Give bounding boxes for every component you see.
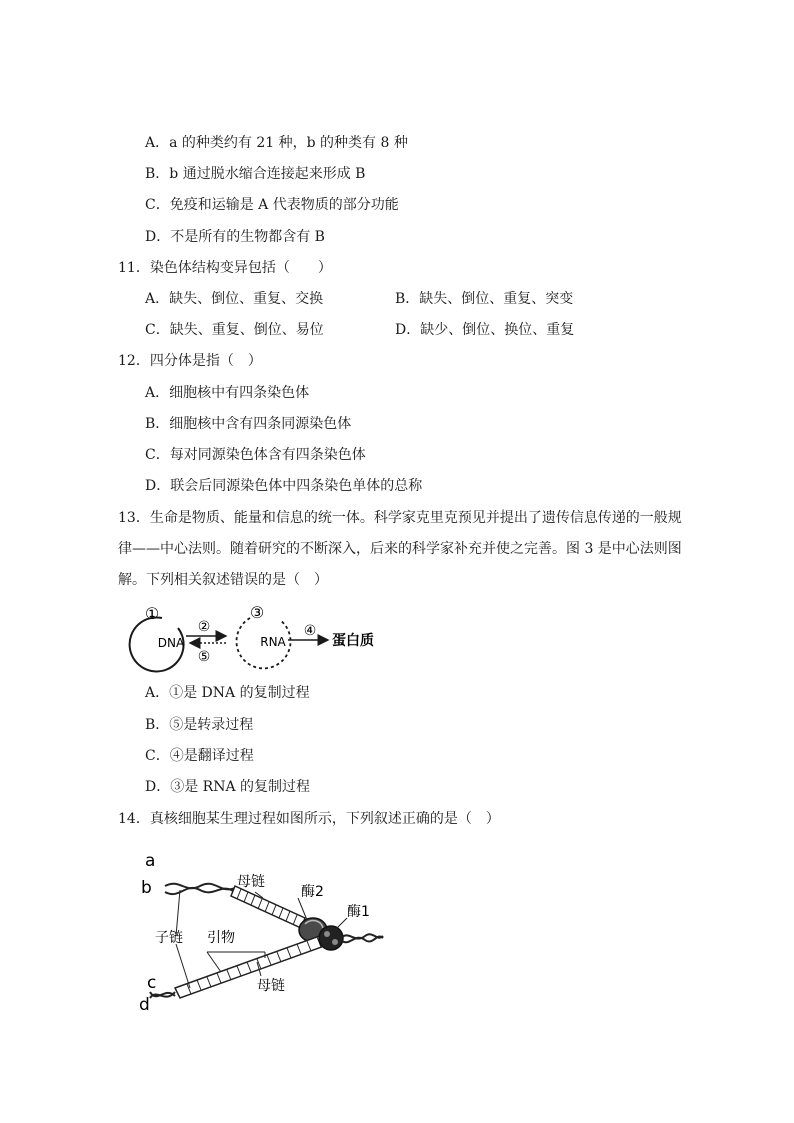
protein-label: 蛋白质 bbox=[332, 633, 374, 649]
q13-option-c: C．④是翻译过程 bbox=[145, 748, 254, 764]
enzyme1-shape bbox=[319, 926, 343, 950]
q13-stem-line-2: 律——中心法则。随着研究的不断深入，后来的科学家补充并使之完善。图 3 是中心法则图 bbox=[118, 541, 682, 557]
q12-option-d: D．联会后同源染色体中四条染色单体的总称 bbox=[145, 478, 423, 494]
q12-option-c: C．每对同源染色体含有四条染色体 bbox=[145, 447, 366, 463]
q13-option-d: D．③是 RNA 的复制过程 bbox=[145, 779, 311, 795]
q11-option-d: D．缺少、倒位、换位、重复 bbox=[395, 322, 575, 338]
q12-option-a: A．细胞核中有四条染色体 bbox=[145, 385, 310, 401]
label-a: a bbox=[145, 851, 156, 871]
q13-stem-line-1: 13．生命是物质、能量和信息的统一体。科学家克里克预见并提出了遗传信息传递的一般规 bbox=[118, 510, 682, 526]
dna-replication-figure bbox=[135, 848, 390, 1018]
label-c: c bbox=[147, 973, 157, 993]
q10-option-d: D．不是所有的生物都含有 B bbox=[145, 229, 325, 245]
label-primer: 引物 bbox=[207, 930, 235, 946]
q13-option-b: B．⑤是转录过程 bbox=[145, 717, 254, 733]
dna-label: DNA bbox=[157, 636, 185, 650]
label-b: b bbox=[141, 878, 152, 898]
q11-stem: 11．染色体结构变异包括（ ） bbox=[118, 260, 332, 276]
q12-option-b: B．细胞核中含有四条同源染色体 bbox=[145, 416, 352, 432]
q13-stem-line-3: 解。下列相关叙述错误的是（ ） bbox=[118, 572, 328, 588]
label-d: d bbox=[139, 995, 150, 1015]
q11-option-a: A．缺失、倒位、重复、交换 bbox=[145, 291, 324, 307]
label-4: ④ bbox=[303, 623, 317, 639]
label-parent-bottom: 母链 bbox=[257, 978, 285, 994]
label-5: ⑤ bbox=[197, 649, 211, 665]
label-3: ③ bbox=[249, 603, 265, 622]
q12-stem: 12．四分体是指（ ） bbox=[118, 353, 262, 369]
label-parent-top: 母链 bbox=[237, 874, 265, 890]
q10-option-c: C．免疫和运输是 A 代表物质的部分功能 bbox=[145, 197, 399, 213]
label-1: ① bbox=[144, 604, 160, 623]
q14-stem: 14．真核细胞某生理过程如图所示，下列叙述正确的是（ ） bbox=[118, 811, 500, 827]
q13-option-a: A．①是 DNA 的复制过程 bbox=[145, 685, 310, 701]
q10-option-b: B．b 通过脱水缩合连接起来形成 B bbox=[145, 166, 366, 182]
label-enzyme2: 酶2 bbox=[301, 884, 324, 900]
q11-option-b: B．缺失、倒位、重复、突变 bbox=[395, 291, 574, 307]
label-enzyme1: 酶1 bbox=[347, 904, 370, 920]
q10-option-a: A．a 的种类约有 21 种，b 的种类有 8 种 bbox=[145, 135, 408, 151]
label-daughter: 子链 bbox=[155, 930, 183, 946]
label-2: ② bbox=[197, 619, 211, 635]
q11-option-c: C．缺失、重复、倒位、易位 bbox=[145, 322, 324, 338]
rna-label: RNA bbox=[260, 635, 286, 649]
central-dogma-diagram bbox=[118, 598, 398, 674]
